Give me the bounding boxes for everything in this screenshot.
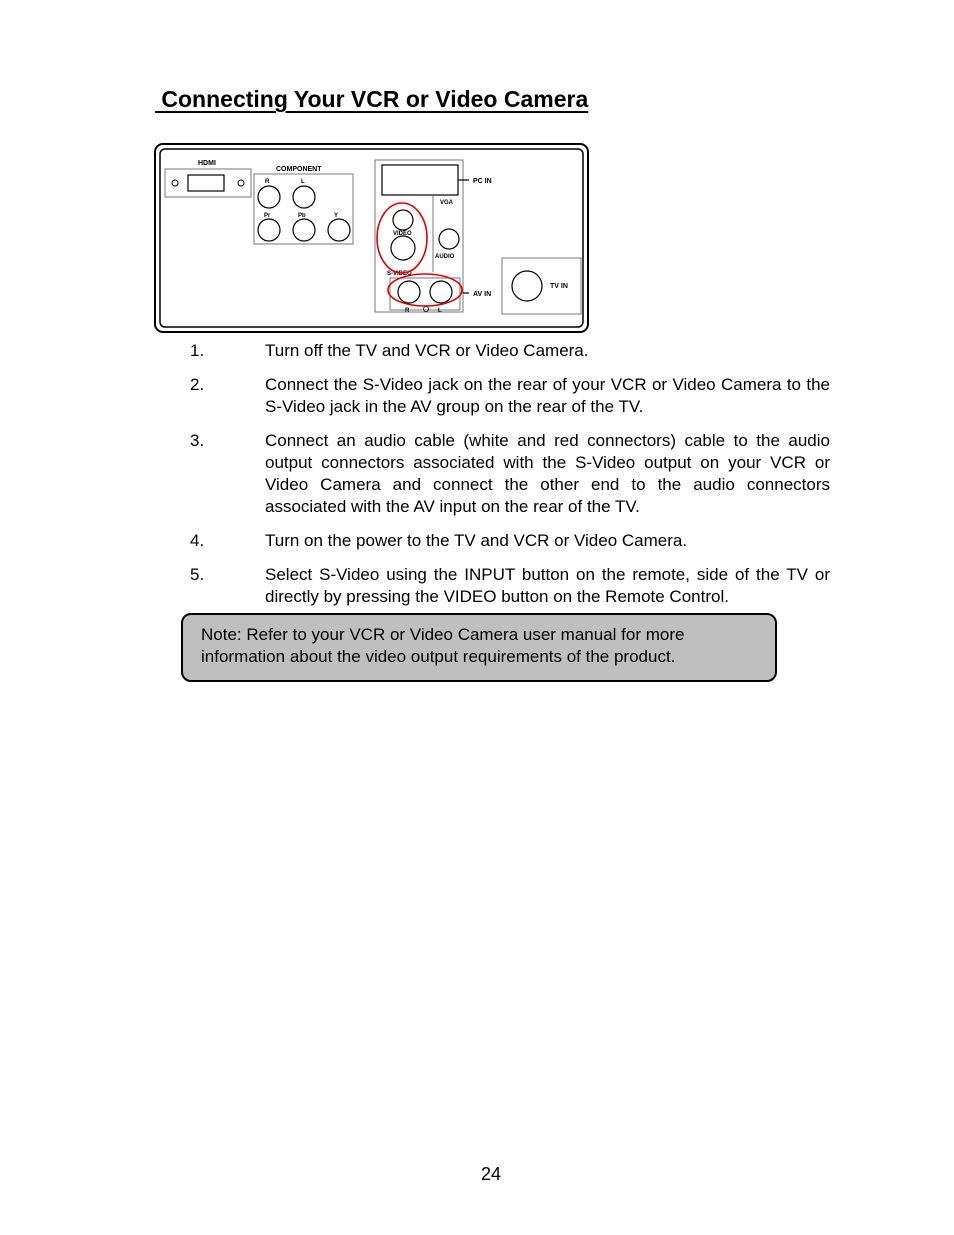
list-item <box>190 374 830 418</box>
tv-rear-panel-diagram <box>153 142 591 341</box>
step-text: Connect the S-Video jack on the rear of your VCR or Video Camera to the S-Video jack in the AV group on the rear of the TV. <box>265 375 830 416</box>
list-item <box>190 340 830 362</box>
audio-label: AUDIO <box>435 254 455 260</box>
list-item <box>190 430 830 518</box>
av-l-label: L <box>438 308 442 314</box>
s-video-label: S-VIDEO <box>387 271 412 277</box>
step-number: 3. <box>190 431 205 450</box>
instruction-steps <box>190 340 830 620</box>
av-in-label: AV IN <box>473 291 492 298</box>
component-pb-label: Pb <box>298 213 306 219</box>
av-r-label: R <box>405 308 410 314</box>
component-l-label: L <box>301 179 305 185</box>
tv-in-label: TV IN <box>550 283 568 290</box>
video-label: VIDEO <box>393 231 412 237</box>
list-item <box>190 564 830 608</box>
step-number: 2. <box>190 375 205 394</box>
panel-outline <box>155 144 588 332</box>
note-box <box>181 613 777 682</box>
step-number: 1. <box>190 341 205 360</box>
list-item <box>190 530 830 552</box>
step-number: 4. <box>190 531 205 550</box>
component-pr-label: Pr <box>264 213 271 219</box>
hdmi-label: HDMI <box>198 160 216 167</box>
page-number: 24 <box>480 1164 502 1184</box>
note-text: Note: Refer to your VCR or Video Camera user manual for more information about the video output requirements of the product. <box>201 625 685 666</box>
pc-in-label: PC IN <box>473 178 492 185</box>
page-title: Connecting Your VCR or Video Camera <box>155 86 589 112</box>
component-label: COMPONENT <box>276 166 322 173</box>
component-y-label: Y <box>334 213 339 219</box>
vga-label: VGA <box>440 200 454 206</box>
step-text: Turn off the TV and VCR or Video Camera. <box>265 341 589 360</box>
step-text: Select S-Video using the INPUT button on the remote, side of the TV or directly by pressing the VIDEO button on the Remote Control. <box>265 565 830 606</box>
step-text: Connect an audio cable (white and red connectors) cable to the audio output connectors associated with the S-Video output on your VCR or Video Camera and connect the other end to the audio connectors associated with the AV input on the rear of the TV. <box>265 431 830 516</box>
step-number: 5. <box>190 565 205 584</box>
step-text: Turn on the power to the TV and VCR or Video Camera. <box>265 531 688 550</box>
component-r-label: R <box>265 179 270 185</box>
